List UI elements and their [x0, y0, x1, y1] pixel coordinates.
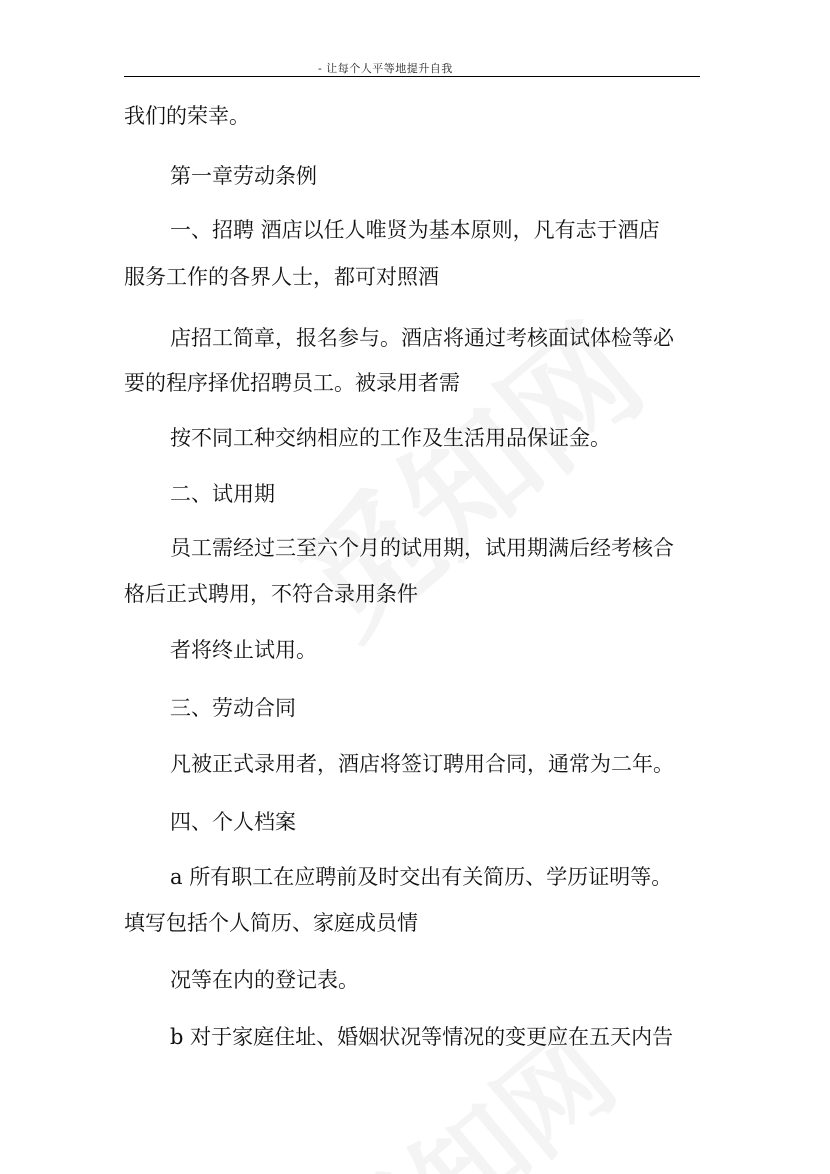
page-header: - 让每个人平等地提升自我 — [318, 62, 453, 75]
paragraph-line: 一、招聘 酒店以任人唯贤为基本原则，凡有志于酒店 — [170, 218, 660, 242]
paragraph-line: 按不同工种交纳相应的工作及生活用品保证金。 — [170, 426, 611, 450]
paragraph-line: 我们的荣幸。 — [124, 104, 250, 128]
paragraph-line: 店招工简章，报名参与。酒店将通过考核面试体检等必 — [170, 326, 674, 350]
chapter-heading: 第一章劳动条例 — [170, 164, 317, 188]
paragraph-line: 填写包括个人简历、家庭成员情 — [124, 911, 418, 935]
paragraph-line: 服务工作的各界人士，都可对照酒 — [124, 265, 439, 289]
paragraph-line: b 对于家庭住址、婚姻状况等情况的变更应在五天内告 — [170, 1025, 674, 1049]
paragraph-line: 凡被正式录用者，酒店将签订聘用合同，通常为二年。 — [170, 752, 674, 776]
paragraph-line: 员工需经过三至六个月的试用期，试用期满后经考核合 — [170, 536, 674, 560]
header-divider — [124, 76, 700, 77]
paragraph-line: a 所有职工在应聘前及时交出有关简历、学历证明等。 — [170, 865, 673, 889]
paragraph-line: 要的程序择优招聘员工。被录用者需 — [124, 371, 460, 395]
watermark-lower — [288, 992, 642, 1174]
section-heading: 四、个人档案 — [170, 810, 296, 834]
section-heading: 三、劳动合同 — [170, 696, 296, 720]
paragraph-line: 者将终止试用。 — [170, 638, 317, 662]
section-heading: 二、试用期 — [170, 482, 275, 506]
paragraph-line: 格后正式聘用，不符合录用条件 — [124, 582, 418, 606]
paragraph-line: 况等在内的登记表。 — [170, 968, 359, 992]
